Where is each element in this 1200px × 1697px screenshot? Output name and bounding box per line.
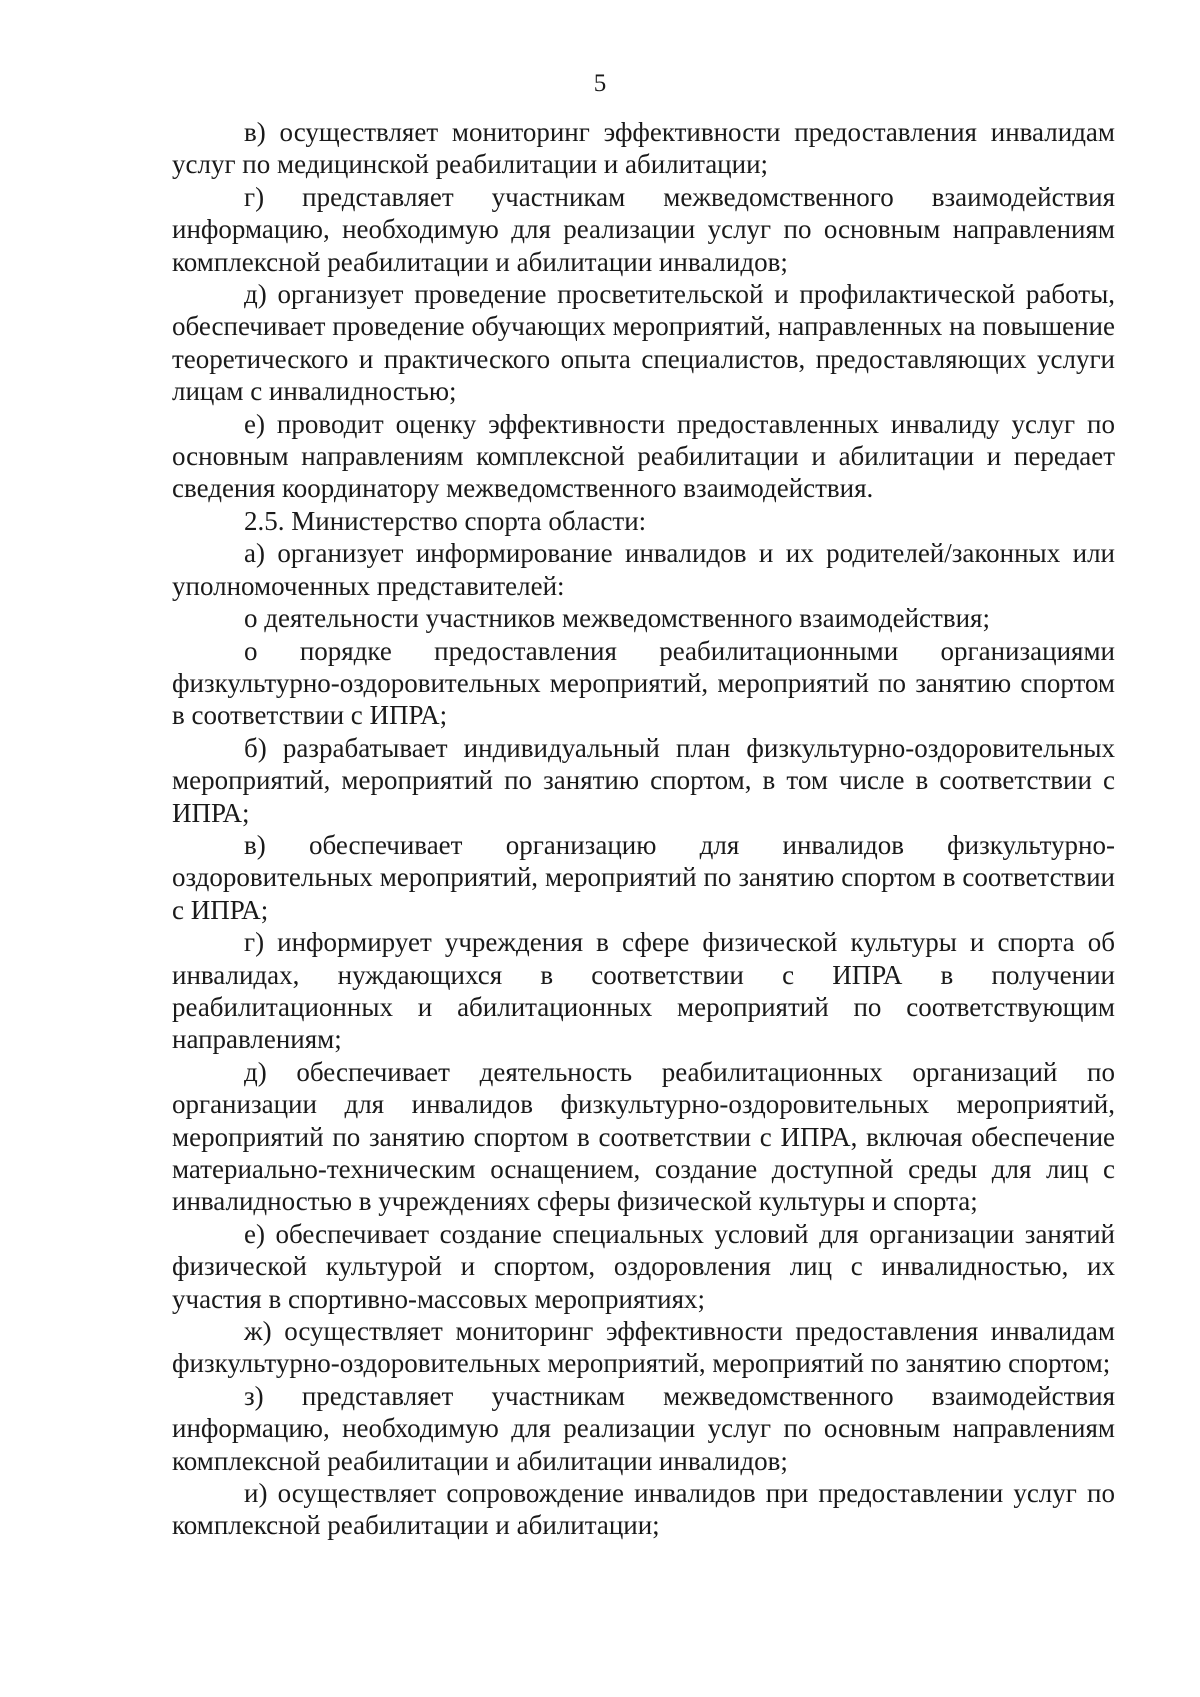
document-body: [172, 116, 1115, 1542]
paragraph: е) обеспечивает создание специальных условий для организации занятий физической культурой и спортом, оздоровления лиц с инвалидностью, их участия в спортивно-массовых мероприятиях;: [172, 1218, 1115, 1314]
paragraph: а) организует информирование инвалидов и их родителей/законных или уполномоченных представителей:: [172, 538, 1115, 601]
paragraph: з) представляет участникам межведомственного взаимодействия информацию, необходимую для реализации услуг по основным направлениям комплексной реабилитации и абилитации инвалидов;: [172, 1380, 1115, 1476]
paragraph: о порядке предоставления реабилитационными организациями физкультурно-оздоровительных мероприятий, мероприятий по занятию спортом в соответствии с ИПРА;: [172, 635, 1115, 731]
page-number: 5: [593, 70, 607, 97]
paragraph: б) разрабатывает индивидуальный план физкультурно-оздоровительных мероприятий, мероприятий по занятию спортом, в том числе в соответствии с ИПРА;: [172, 732, 1115, 828]
paragraph: д) обеспечивает деятельность реабилитационных организаций по организации для инвалидов физкультурно-оздоровительных мероприятий, мероприятий по занятию спортом в соответствии с ИПРА, включая обеспечение материально-техническим оснащением, создание доступной среды для лиц с инвалидностью в учреждениях сферы физической культуры и спорта;: [172, 1056, 1115, 1217]
paragraph: д) организует проведение просветительской и профилактической работы, обеспечивает проведение обучающих мероприятий, направленных на повышение теоретического и практического опыта специалистов, предоставляющих услуги лицам с инвалидностью;: [172, 279, 1115, 407]
paragraph: в) обеспечивает организацию для инвалидов физкультурно-оздоровительных мероприятий, мероприятий по занятию спортом в соответствии с ИПРА;: [172, 829, 1115, 925]
section-heading: 2.5. Министерство спорта области:: [244, 505, 647, 536]
paragraph: о деятельности участников межведомственного взаимодействия;: [244, 603, 990, 634]
paragraph: в) осуществляет мониторинг эффективности предоставления инвалидам услуг по медицинской реабилитации и абилитации;: [172, 117, 1115, 180]
paragraph: ж) осуществляет мониторинг эффективности предоставления инвалидам физкультурно-оздоровительных мероприятий, мероприятий по занятию спортом;: [172, 1316, 1115, 1379]
paragraph: г) информирует учреждения в сфере физической культуры и спорта об инвалидах, нуждающихся в соответствии с ИПРА в получении реабилитационных и абилитационных мероприятий по соответствующим направлениям;: [172, 927, 1115, 1055]
paragraph: е) проводит оценку эффективности предоставленных инвалиду услуг по основным направлениям комплексной реабилитации и абилитации и передает сведения координатору межведомственного взаимодействия.: [172, 408, 1115, 504]
paragraph: г) представляет участникам межведомственного взаимодействия информацию, необходимую для реализации услуг по основным направлениям комплексной реабилитации и абилитации инвалидов;: [172, 181, 1115, 277]
paragraph: и) осуществляет сопровождение инвалидов при предоставлении услуг по комплексной реабилитации и абилитации;: [172, 1478, 1115, 1541]
